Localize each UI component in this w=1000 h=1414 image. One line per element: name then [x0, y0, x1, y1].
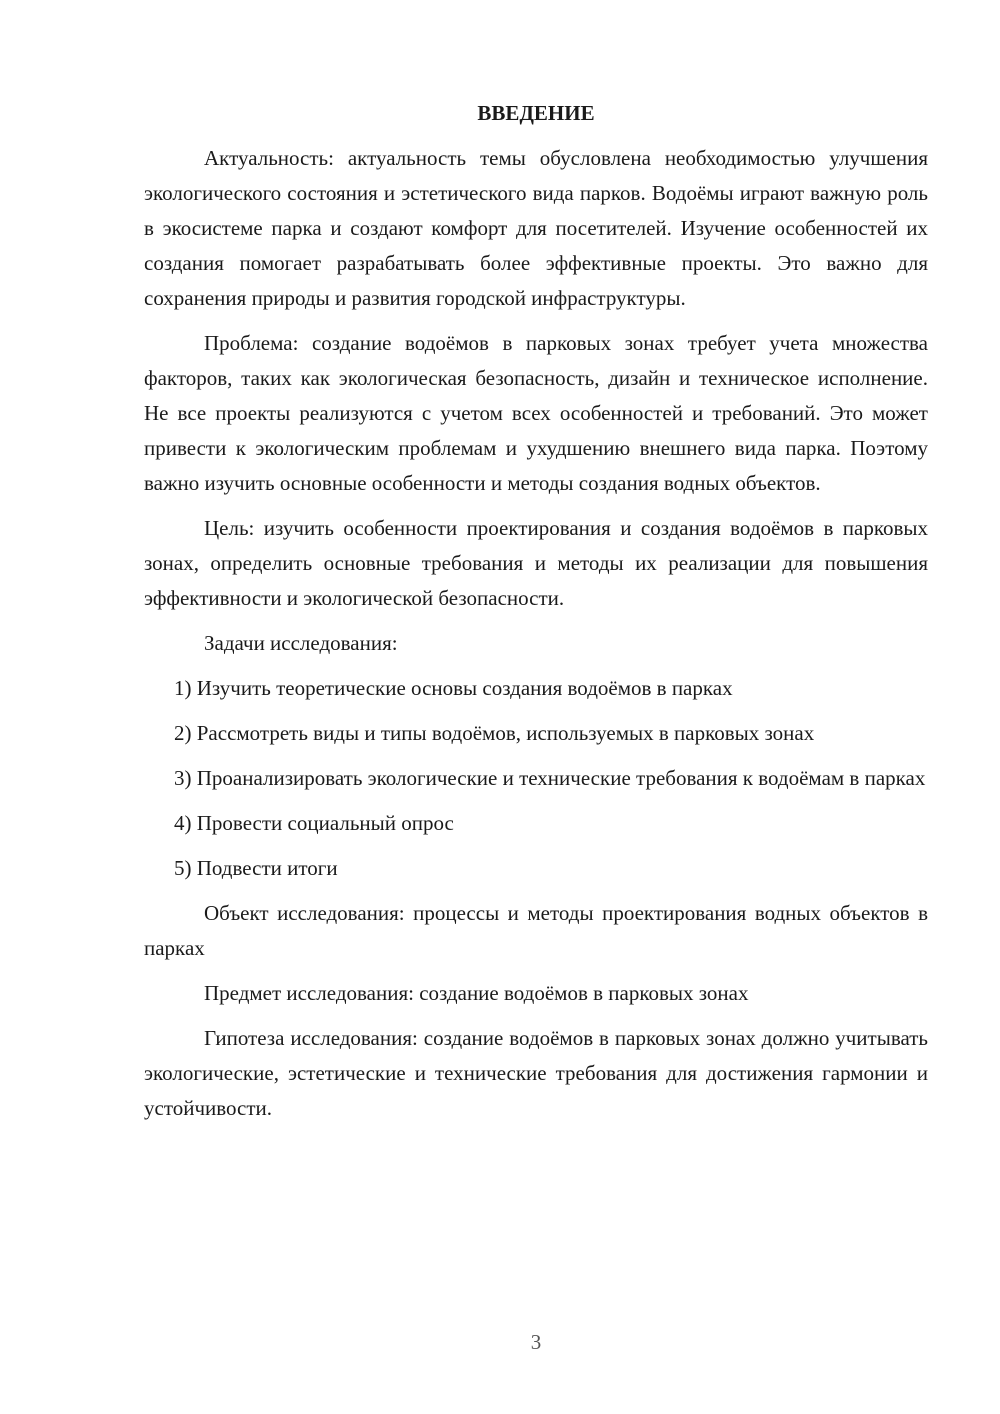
document-page	[144, 96, 928, 1136]
subject-paragraph: Предмет исследования: создание водоёмов в парковых зонах	[204, 981, 749, 1005]
page-title: ВВЕДЕНИЕ	[477, 101, 595, 125]
relevance-paragraph: Актуальность: актуальность темы обусловлена необходимостью улучшения экологического состояния и эстетического вида парков. Водоёмы играют важную роль в экосистеме парка и создают комфорт для посетителей. Изучение особенностей их создания помогает разрабатывать более эффективные проекты. Это важно для сохранения природы и развития городской инфраструктуры.	[144, 146, 928, 310]
problem-paragraph: Проблема: создание водоёмов в парковых зонах требует учета множества факторов, таких как экологическая безопасность, дизайн и техническое исполнение. Не все проекты реализуются с учетом всех особенностей и требований. Это может привести к экологическим проблемам и ухудшению внешнего вида парка. Поэтому важно изучить основные особенности и методы создания водных объектов.	[144, 331, 928, 495]
tasks-heading: Задачи исследования:	[204, 631, 398, 655]
task-item-4: 4) Провести социальный опрос	[174, 811, 454, 835]
goal-paragraph: Цель: изучить особенности проектирования и создания водоёмов в парковых зонах, определить основные требования и методы их реализации для повышения эффективности и экологической безопасности.	[144, 516, 928, 610]
page-number: 3	[530, 1330, 542, 1354]
task-item-1: 1) Изучить теоретические основы создания водоёмов в парках	[174, 676, 733, 700]
task-item-3: 3) Проанализировать экологические и технические требования к водоёмам в парках	[174, 766, 926, 790]
task-item-2: 2) Рассмотреть виды и типы водоёмов, используемых в парковых зонах	[174, 721, 815, 745]
hypothesis-paragraph: Гипотеза исследования: создание водоёмов в парковых зонах должно учитывать экологические, эстетические и технические требования для достижения гармонии и устойчивости.	[144, 1026, 928, 1120]
task-item-5: 5) Подвести итоги	[174, 856, 338, 880]
object-paragraph: Объект исследования: процессы и методы проектирования водных объектов в парках	[144, 901, 928, 960]
